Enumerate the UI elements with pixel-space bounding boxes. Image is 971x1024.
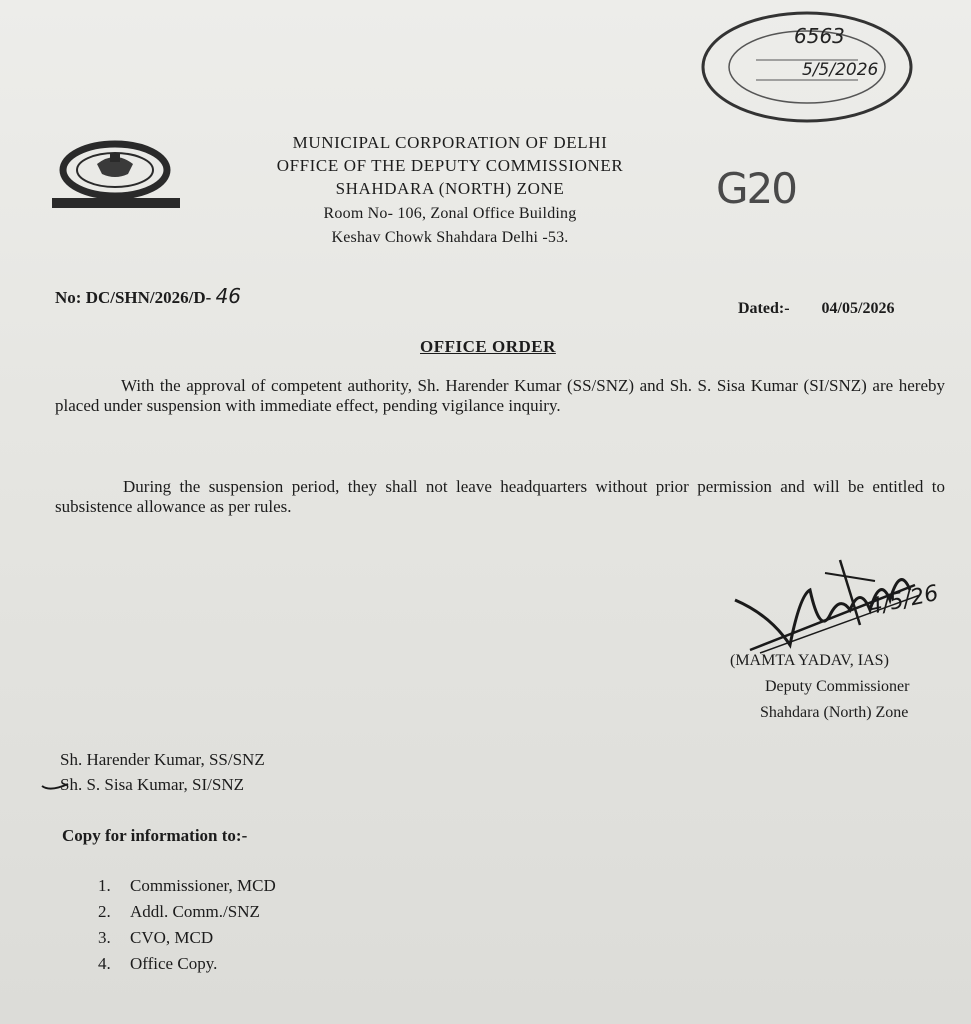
reference-prefix: No: DC/SHN/2026/D- [55, 288, 212, 307]
g20-logo-icon [716, 164, 796, 213]
addressee-1: Sh. Harender Kumar, SS/SNZ [60, 750, 265, 769]
stamp-number: 6563 [794, 24, 845, 48]
signatory-name: (MAMTA YADAV, IAS) [730, 652, 889, 669]
header-address: Keshav Chowk Shahdara Delhi -53. [331, 229, 569, 246]
copy-item: 4. Office Copy. [98, 954, 218, 973]
g20-logo-text: G20 [716, 164, 796, 213]
header-office: OFFICE OF THE DEPUTY COMMISSIONER [276, 156, 624, 175]
dated-value: 04/05/2026 [821, 300, 895, 317]
dated [738, 300, 894, 318]
signatory-designation: Deputy Commissioner [765, 678, 910, 695]
dated-label: Dated:- [738, 300, 790, 317]
receipt-stamp-icon [698, 8, 916, 126]
stamp-date: 5/5/2026 [802, 60, 879, 80]
copy-item: 2. Addl. Comm./SNZ [98, 902, 260, 921]
copy-item: 1. Commissioner, MCD [98, 876, 276, 895]
reference-handwritten-number: 46 [215, 284, 242, 308]
copy-item: 3. CVO, MCD [98, 928, 214, 947]
tick-mark-icon [40, 780, 70, 794]
header-room: Room No- 106, Zonal Office Building [323, 205, 577, 222]
reference-number [55, 284, 241, 308]
addressee-2: Sh. S. Sisa Kumar, SI/SNZ [60, 775, 244, 794]
document-title: OFFICE ORDER [420, 337, 556, 356]
paragraph-2: During the suspension period, they shall not leave headquarters without prior permission and will be entitled to subsistence allowance as per rules. [55, 477, 945, 516]
header-zone: SHAHDARA (NORTH) ZONE [335, 179, 565, 198]
header-org-name: MUNICIPAL CORPORATION OF DELHI [292, 133, 608, 152]
copy-heading: Copy for information to:- [62, 826, 248, 845]
signatory-zone: Shahdara (North) Zone [760, 704, 909, 721]
paragraph-1: With the approval of competent authority, Sh. Harender Kumar (SS/SNZ) and Sh. S. Sisa Kumar (SI/SNZ) are hereby placed under suspension with immediate effect, pending vigilance inquiry. [55, 376, 945, 415]
mcd-emblem-icon [52, 140, 182, 212]
signature-handwritten: 4/5/26 [866, 580, 941, 621]
